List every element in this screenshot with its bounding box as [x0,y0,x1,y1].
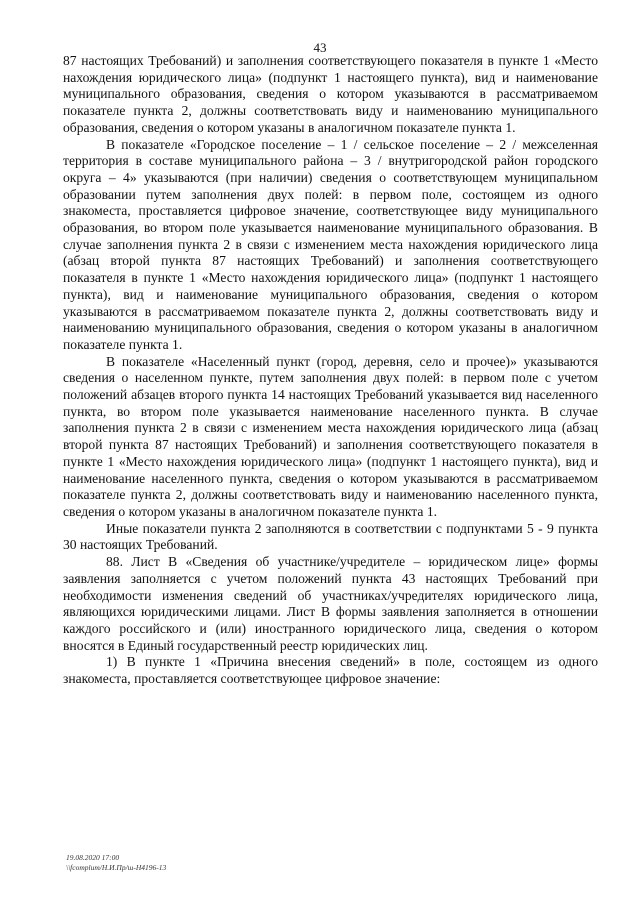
paragraph-1: 87 настоящих Требований) и заполнения соответствующего показателя в пункте 1 «Место нахождения юридического лица» (подпункт 1 настоящего пункта), вид и наименование муниципального образования, сведения о котором указываются в рассматриваемом показателе пункта 2, должны соответствовать виду и наименованию муниципального образования, сведения о котором указаны в аналогичном показателе пункта 1. [63,53,598,135]
document-footer [66,853,166,872]
paragraph-2: В показателе «Городское поселение – 1 / сельское поселение – 2 / межселенная территория в составе муниципального района – 3 / внутригородской район городского округа – 4» указываются (при наличии) сведения о соответствующем муниципальном образовании путем заполнения двух полей: в первом поле, состоящем из одного знакоместа, проставляется цифровое значение, соответствующее виду муниципального образования, во втором поле указывается наименование муниципального образования. В случае заполнения пункта 2 в связи с изменением места нахождения юридического лица (абзац второй пункта 87 настоящих Требований) и заполнения соответствующего показателя в пункте 1 «Место нахождения юридического лица» (подпункт 1 настоящего пункта), вид и наименование муниципального образования, сведения о котором указываются в рассматриваемом показателе пункта 2, должны соответствовать виду и наименованию муниципального образования, сведения о котором указаны в аналогичном показателе пункта 1. [63,136,598,352]
paragraph-4: Иные показатели пункта 2 заполняются в соответствии с подпунктами 5 - 9 пункта 30 настоящих Требований. [63,520,598,553]
page-number: 43 [313,40,327,55]
paragraph-6: 1) В пункте 1 «Причина внесения сведений» в поле, состоящем из одного знакоместа, проставляется соответствующее цифровое значение: [63,654,598,687]
footer-date: 19.08.2020 17:00 [66,853,120,862]
paragraph-5: 88. Лист В «Сведения об участнике/учредителе – юридическом лице» формы заявления заполняется с учетом положений пункта 43 настоящих Требований при необходимости изменения сведений об участниках/учредителях юридического лица, являющихся юридическими лицами. Лист В формы заявления заполняется в отношении каждого российского и (или) иностранного юридического лица, сведения о котором вносятся в Единый государственный реестр юридических лиц. [63,554,598,653]
footer-path: \\fcomplum/Н.И.Пр/ш-Н4196-13 [66,862,167,872]
paragraph-3: В показателе «Населенный пункт (город, деревня, село и прочее)» указываются сведения о населенном пункте, путем заполнения двух полей: в первом поле с учетом положений абзацев второго пункта 14 настоящих Требований указывается вид населенного пункта, во втором поле указывается наименование населенного пункта. В случае заполнения пункта 2 в связи с изменением места нахождения юридического лица (абзац второй пункта 87 настоящих Требований) и заполнения соответствующего показателя в пункте 1 «Место нахождения юридического лица» (подпункт 1 настоящего пункта), вид и наименование населенного пункта, сведения о котором указываются в рассматриваемом показателе пункта 2, должны соответствовать виду и наименованию населенного пункта, сведения о котором указаны в аналогичном показателе пункта 1. [63,353,598,519]
document-body [63,53,598,688]
